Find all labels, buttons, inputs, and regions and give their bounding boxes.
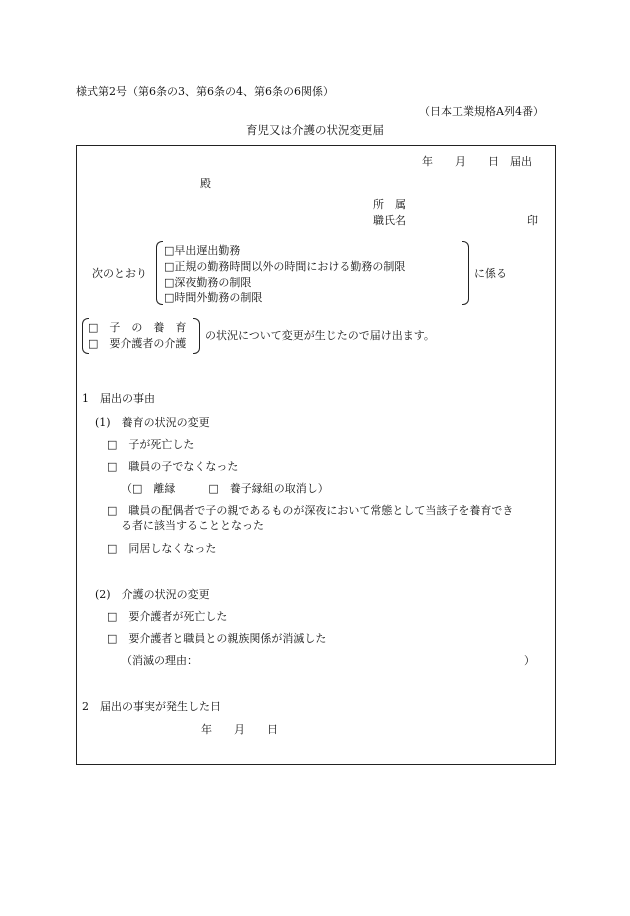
sub1-heading: (1) 養育の状況の変更 [95,416,210,429]
addressee-suffix: 殿 [200,177,211,190]
sub2-heading: (2) 介護の状況の変更 [95,588,210,601]
reason-no-longer-cohabiting[interactable]: □ 同居しなくなった [107,542,217,555]
extinction-reason-close: ） [524,654,535,667]
filing-date-line: 年 月 日 届出 [422,155,532,168]
work-type-night-limit[interactable]: □深夜勤務の制限 [164,276,252,289]
care-type-childcare[interactable]: □ 子 の 養 育 [88,321,187,334]
reason-child-died[interactable]: □ 子が死亡した [107,438,195,451]
work-type-outside-hours-limit[interactable]: □正規の勤務時間以外の時間における勤務の制限 [164,260,406,273]
name-label: 職氏名 [373,214,406,227]
extinction-reason-label: （消滅の理由： [121,654,198,667]
paper-size-note: （日本工業規格A列4番） [419,105,544,118]
intro-suffix: に係る [474,267,507,280]
form-frame [76,145,556,765]
form-number-label: 様式第2号（第6条の3、第6条の4、第6条の6関係） [76,85,334,98]
reason-dependent-died[interactable]: □ 要介護者が死亡した [107,610,228,623]
care-type-nursing[interactable]: □ 要介護者の介護 [88,337,187,350]
reason-detail-adoption[interactable]: （□ 離縁 □ 養子縁組の取消し） [121,482,329,495]
work-type-overtime-limit[interactable]: □時間外勤務の制限 [164,291,263,304]
seal-label: 印 [527,214,538,227]
statement-text: の状況について変更が生じたので届け出ます。 [205,329,435,342]
reason-no-longer-child[interactable]: □ 職員の子でなくなった [107,460,239,473]
intro-prefix: 次のとおり [92,267,147,280]
affiliation-label: 所 属 [373,198,406,211]
right-bracket [193,318,200,354]
occurrence-date-fields: 年 月 日 [201,723,278,736]
reason-spouse-line2: る者に該当することとなった [121,519,264,532]
left-bracket [156,241,163,305]
work-type-early-late[interactable]: □早出遅出勤務 [164,244,241,257]
document-title: 育児又は介護の状況変更届 [246,123,384,137]
section2-heading: 2 届出の事実が発生した日 [82,700,221,713]
reason-relation-ended[interactable]: □ 要介護者と職員との親族関係が消滅した [107,632,327,645]
section1-heading: 1 届出の事由 [82,392,155,405]
reason-spouse-line1[interactable]: □ 職員の配偶者で子の親であるものが深夜において常態として当該子を養育でき [107,504,514,517]
right-bracket [462,241,469,305]
